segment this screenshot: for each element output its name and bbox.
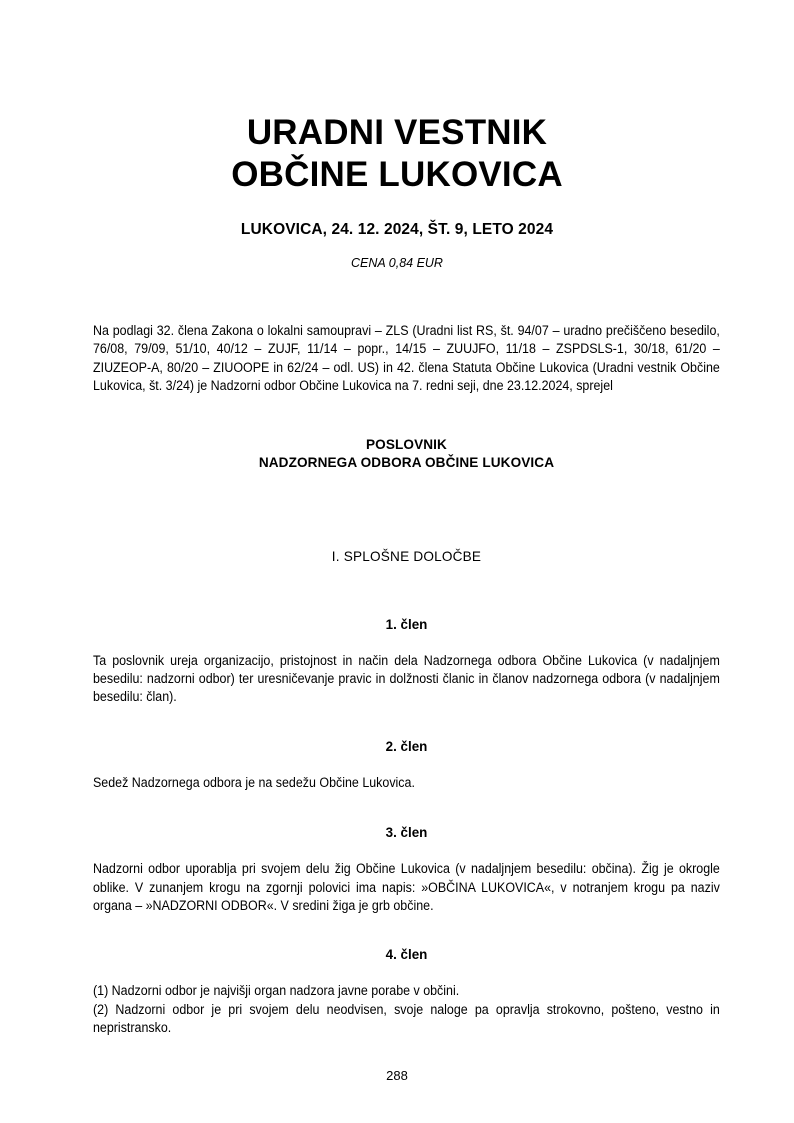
document-title-line-1: POSLOVNIK — [366, 436, 447, 452]
masthead-title-line-1: URADNI VESTNIK — [246, 113, 548, 152]
article-4-body-paragraph-1: (1) Nadzorni odbor je najvišji organ nadzora javne porabe v občini. — [93, 983, 460, 999]
article-1-body: Ta poslovnik ureja organizacijo, pristojnost in način dela Nadzornega odbora Občine Lukovica (v nadaljnjem besedilu: nadzorni odbor) ter uresničevanje pravic in dolžnosti članic in članov nadzornega odbora (v nadaljnjem besedilu: član). — [93, 652, 720, 705]
issue-line: LUKOVICA, 24. 12. 2024, ŠT. 9, LETO 2024 — [240, 221, 554, 238]
intro-paragraph: Na podlagi 32. člena Zakona o lokalni samoupravi – ZLS (Uradni list RS, št. 94/07 – uradno prečiščeno besedilo, 76/08, 79/09, 51/10, 40/12 – ZUJF, 11/14 – popr., 14/15 – ZUUJFO, 11/18 – ZSPDSLS-1, 30/18, 61/20 – ZIUZEOP-A, 80/20 – ZIUOOPE in 62/24 – odl. US) in 42. člena Statuta Občine Lukovica (Uradni vestnik Občine Lukovica, št. 3/24) je Nadzorni odbor Občine Lukovica na 7. redni seji, dne 23.12.2024, sprejel — [93, 323, 720, 394]
price-line: CENA 0,84 EUR — [351, 256, 443, 270]
masthead — [0, 112, 794, 271]
article-4-body-paragraph-2: (2) Nadzorni odbor je pri svojem delu neodvisen, svoje naloge pa opravlja strokovno, pošteno, vestno in nepristransko. — [93, 1001, 720, 1036]
page-number: 288 — [386, 1068, 408, 1083]
article-4-number: 4. člen — [385, 947, 428, 963]
article-4 — [93, 946, 720, 1037]
article-1 — [93, 616, 720, 707]
document-title-line-2: NADZORNEGA ODBORA OBČINE LUKOVICA — [258, 454, 555, 470]
article-3-number: 3. člen — [385, 825, 428, 841]
article-2 — [93, 738, 720, 792]
article-3 — [93, 824, 720, 915]
section-heading: I. SPLOŠNE DOLOČBE — [331, 548, 482, 564]
document-title — [93, 436, 720, 472]
article-2-body: Sedež Nadzornega odbora je na sedežu Občine Lukovica. — [93, 774, 415, 790]
document-body — [93, 322, 720, 1038]
article-2-number: 2. člen — [385, 738, 428, 754]
article-3-body: Nadzorni odbor uporablja pri svojem delu žig Občine Lukovica (v nadaljnjem besedilu: občina). Žig je okrogle oblike. V zunanjem krogu na zgornji polovici ima napis: »OBČINA LUKOVICA«, v notranjem krogu pa naziv organa – »NADZORNI ODBOR«. V sredini žiga je grb občine. — [93, 861, 720, 914]
article-1-number: 1. člen — [385, 616, 428, 632]
masthead-title-line-2: OBČINE LUKOVICA — [231, 155, 563, 194]
